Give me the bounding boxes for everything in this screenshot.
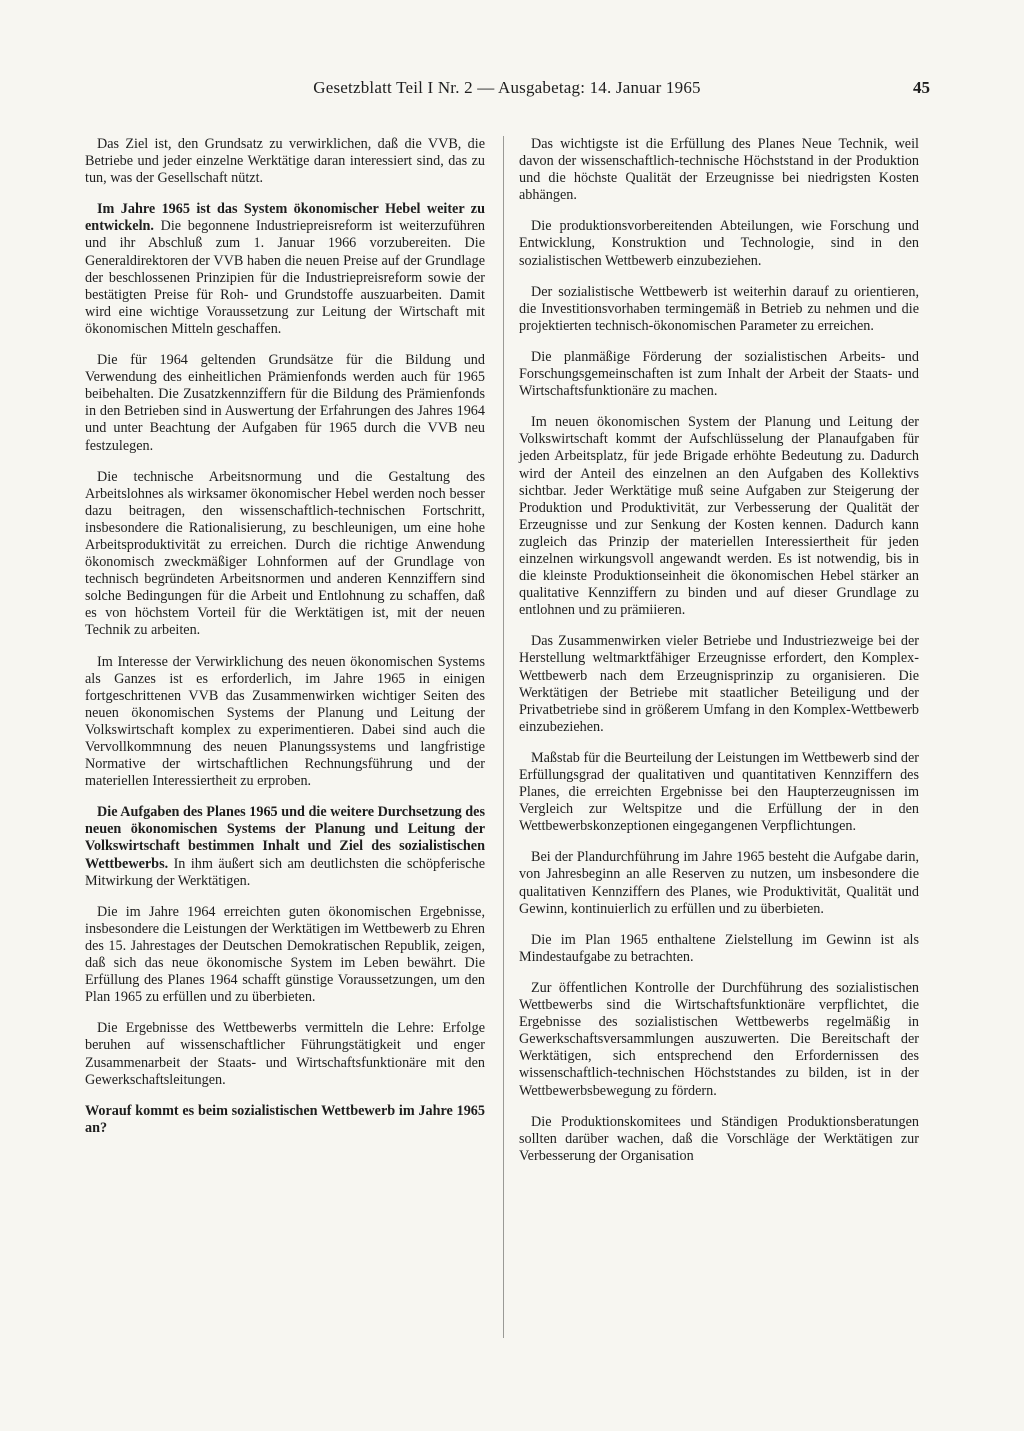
paragraph: Die im Jahre 1964 erreichten guten ökonomischen Ergebnisse, insbesondere die Leistungen der Werktätigen im Wettbewerb zu Ehren des 15. Jahrestages der Deutschen Demokratischen Republik, zeigen, daß sich das neue ökonomische System im Leben bewährt. Die Erfüllung des Planes 1964 schafft günstige Voraussetzungen, um den Plan 1965 zu erfüllen und zu überbieten. — [85, 903, 485, 1006]
page-number: 45 — [913, 78, 930, 97]
paragraph: Maßstab für die Beurteilung der Leistungen im Wettbewerb sind der Erfüllungsgrad der qualitativen und quantitativen Kennziffern des Planes, die erreichten Ergebnisse bei den Haupterzeugnissen im Vergleich zur Weltspitze und die Erfüllung der in den Wettbewerbskonzeptionen eingegangenen Verpflichtungen. — [519, 749, 919, 835]
paragraph: Die Ergebnisse des Wettbewerbs vermitteln die Lehre: Erfolge beruhen auf wissenschaftlicher Führungstätigkeit und enger Zusammenarbeit der Staats- und Wirtschaftsfunktionäre mit den Gewerkschaftsleitungen. — [85, 1020, 485, 1088]
running-title: Gesetzblatt Teil I Nr. 2 — Ausgabetag: 14. Januar 1965 — [313, 78, 701, 97]
paragraph: Die produktionsvorbereitenden Abteilungen, wie Forschung und Entwicklung, Konstruktion und Technologie, sind in den sozialistischen Wettbewerb einzubeziehen. — [519, 218, 919, 269]
paragraph: Das Ziel ist, den Grundsatz zu verwirklichen, daß die VVB, die Betriebe und jeder einzelne Werktätige daran interessiert sind, das zu tun, was der Gesellschaft nützt. — [85, 136, 485, 187]
paragraph: Die für 1964 geltenden Grundsätze für die Bildung und Verwendung des einheitlichen Prämienfonds werden auch für 1965 beibehalten. Die Zusatzkennziffern für die Bildung des Prämienfonds in den Betrieben sind in Auswertung der Erfahrungen des Jahres 1964 und unter Beachtung der Aufgaben für 1965 durch die VVB neu festzulegen. — [85, 352, 485, 454]
paragraph: Das Zusammenwirken vieler Betriebe und Industriezweige bei der Herstellung weltmarktfähiger Erzeugnisse erfordert, den Komplex-Wettbewerb nach dem Erzeugnisprinzip zu organisieren. Die Werktätigen der Betriebe mit staatlicher Beteiligung und der Privatbetriebe sind in größerem Umfang in den Komplex-Wettbewerb einzubeziehen. — [519, 633, 919, 735]
column-divider — [503, 136, 504, 1338]
paragraph — [85, 804, 485, 889]
paragraph: Bei der Plandurchführung im Jahre 1965 besteht die Aufgabe darin, von Jahresbeginn an alle Reserven zu nutzen, um insbesondere die qualitativen Kennziffern des Planes, wie Produktivität, Qualität und Gewinn, kontinuierlich zu erfüllen und zu überbieten. — [519, 849, 919, 917]
paragraph: Die planmäßige Förderung der sozialistischen Arbeits- und Forschungsgemeinschaften ist zum Inhalt der Arbeit der Staats- und Wirtschaftsfunktionäre zu machen. — [519, 348, 919, 400]
page-header — [84, 76, 930, 104]
right-column — [519, 136, 919, 1179]
section-heading: Worauf kommt es beim sozialistischen Wettbewerb im Jahre 1965 an? — [85, 1102, 485, 1136]
paragraph-lead: Im Jahre 1965 ist das System ökonomischer Hebel weiter zu entwickeln. — [85, 201, 485, 235]
paragraph-body: In ihm äußert sich am deutlichsten die schöpferische Mitwirkung der Werktätigen. — [85, 855, 485, 889]
paragraph-body: Die begonnene Industriepreisreform ist weiterzuführen und ihr Abschluß zum 1. Januar 1966 vorzubereiten. Die Generaldirektoren der VVB haben die neuen Preise auf der Grundlage der beschlossenen Prinzipien für die Industriepreisreform sowie der bestätigten Preise für Roh- und Grundstoffe auszuarbeiten. Damit wird eine wichtige Voraussetzung zur Leitung der Wirtschaft mit ökonomischen Mitteln geschaffen. — [85, 218, 485, 337]
paragraph: Der sozialistische Wettbewerb ist weiterhin darauf zu orientieren, die Investitionsvorhaben termingemäß in Betrieb zu nehmen und die projektierten technisch-ökonomischen Parameter zu erreichen. — [519, 283, 919, 334]
paragraph: Die im Plan 1965 enthaltene Zielstellung im Gewinn ist als Mindestaufgabe zu betrachten. — [519, 931, 919, 965]
paragraph: Im neuen ökonomischen System der Planung und Leitung der Volkswirtschaft kommt der Aufschlüsselung der Planaufgaben für jeden Arbeitsplatz, für jede Brigade erhöhte Bedeutung zu. Dadurch wird der Anteil des einzelnen an den Aufgaben des Kollektivs sichtbar. Jeder Werktätige muß seine Aufgaben zur Steigerung der Produktion und Produktivität, zur Verbesserung der Qualität der Erzeugnisse und zur Senkung der Kosten kennen. Dadurch kann zugleich das Prinzip der materiellen Interessiertheit für jeden einzelnen wirkungsvoll angewandt werden. Es ist notwendig, bis in die kleinste Produktionseinheit die ökonomischen Hebel stärker an qualitative Kennziffern zu binden und auf dieser Grundlage zu entlohnen und zu prämiieren. — [519, 414, 919, 619]
paragraph — [85, 201, 485, 338]
paragraph-lead: Die Aufgaben des Planes 1965 und die weitere Durchsetzung des neuen ökonomischen Systems der Planung und Leitung der Volkswirtschaft bestimmen Inhalt und Ziel des sozialistischen Wettbewerbs. — [85, 804, 485, 872]
paragraph: Im Interesse der Verwirklichung des neuen ökonomischen Systems als Ganzes ist es erforderlich, im Jahre 1965 in einigen fortgeschrittenen VVB das Zusammenwirken wichtiger Seiten des neuen ökonomischen Systems der Planung und Leitung der Volkswirtschaft komplex zu experimentieren. Dabei sind auch die Vervollkommnung des neuen Planungssystems und langfristige Normative der wirtschaftlichen Rechnungsführung und der materiellen Interessiertheit zu erproben. — [85, 653, 485, 790]
paragraph: Das wichtigste ist die Erfüllung des Planes Neue Technik, weil davon der wissenschaftlich-technische Höchststand in der Produktion und die höchste Qualität der Erzeugnisse bei niedrigsten Kosten abhängen. — [519, 136, 919, 204]
paragraph: Die Produktionskomitees und Ständigen Produktionsberatungen sollten darüber wachen, daß die Vorschläge der Werktätigen zur Verbesserung der Organisation — [519, 1113, 919, 1164]
left-column — [85, 136, 485, 1151]
paragraph: Die technische Arbeitsnormung und die Gestaltung des Arbeitslohnes als wirksamer ökonomischer Hebel werden noch besser dazu beitragen, den wissenschaftlich-technischen Fortschritt, insbesondere die Rationalisierung, zu beschleunigen, um eine hohe Arbeitsproduktivität zu erreichen. Durch die richtige Anwendung ökonomisch zweckmäßiger Lohnformen auf der Grundlage von technisch begründeten Arbeitsnormen und anderen Kennziffern sind solche Bedingungen für die Arbeit und Entlohnung zu schaffen, daß es von höchstem Vorteil für die Werktätigen ist, mit der neuen Technik zu arbeiten. — [85, 468, 485, 639]
paragraph: Zur öffentlichen Kontrolle der Durchführung des sozialistischen Wettbewerbs sind die Wirtschaftsfunktionäre verpflichtet, die Ergebnisse des sozialistischen Wettbewerbs regelmäßig in Gewerkschaftsversammlungen auszuwerten. Die Bereitschaft der Werktätigen, sich entsprechend den Erfordernissen des wissenschaftlich-technischen Höchststandes zu bilden, ist in der Wettbewerbsbewegung zu fördern. — [519, 979, 919, 1099]
